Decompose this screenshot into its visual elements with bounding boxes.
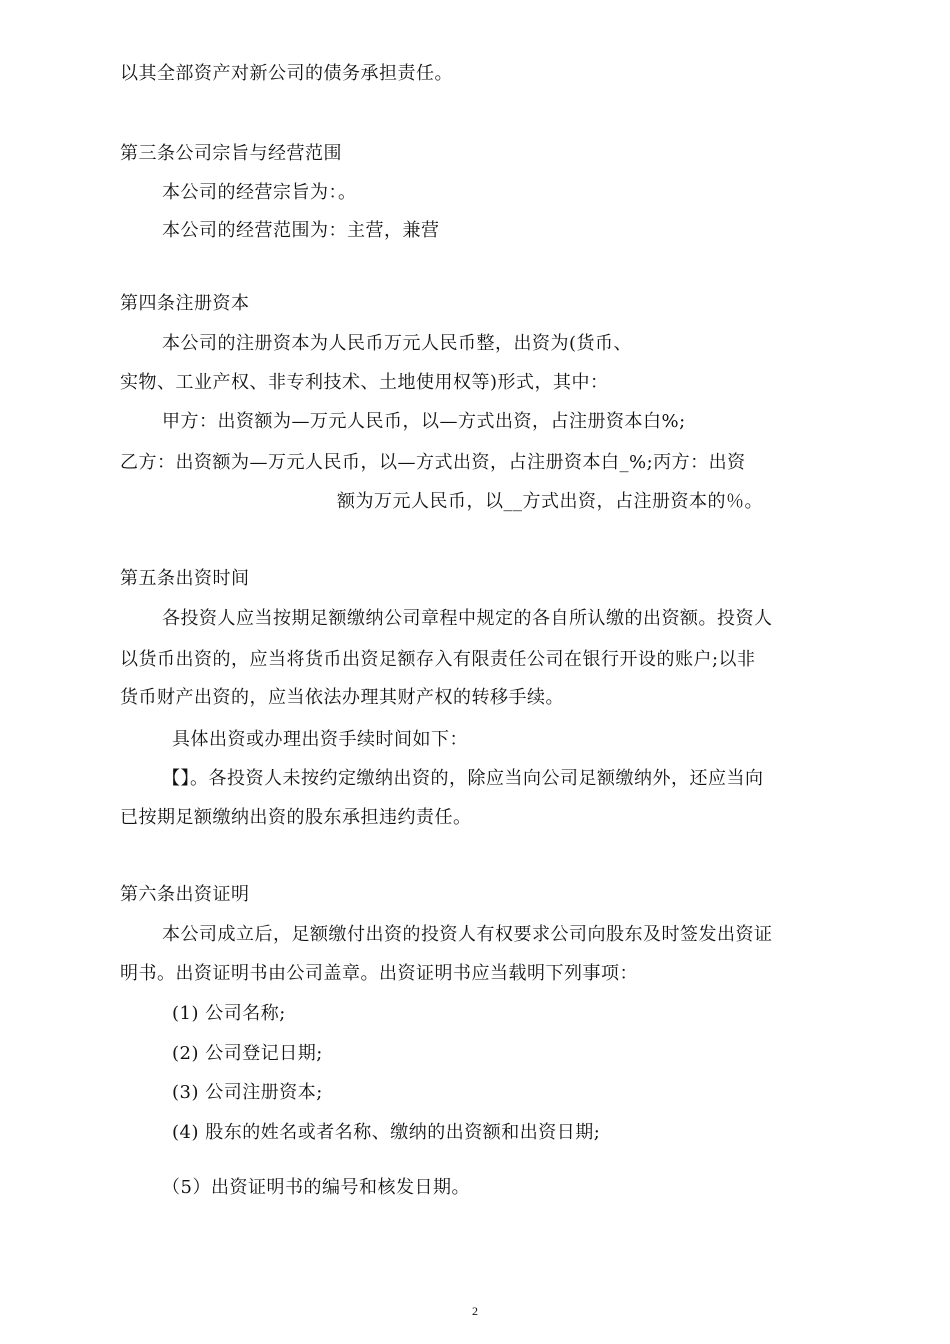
page-number: 2: [472, 1304, 478, 1318]
article5-para1-line3: 货币财产出资的，应当依法办理其财产权的转移手续。: [120, 687, 564, 708]
article6-item-2: (2) 公司登记日期;: [172, 1043, 323, 1064]
article5-para2: 具体出资或办理出资手续时间如下：: [172, 729, 468, 750]
article6-item-5: （5）出资证明书的编号和核发日期。: [162, 1177, 470, 1198]
article5-para3-line1: 【】。各投资人未按约定缴纳出资的，除应当向公司足额缴纳外，还应当向: [162, 768, 764, 789]
article3-purpose: 本公司的经营宗旨为：。: [162, 182, 357, 203]
article6-item-4: (4) 股东的姓名或者名称、缴纳的出资额和出资日期;: [172, 1122, 601, 1143]
article6-item-3: (3) 公司注册资本;: [172, 1082, 323, 1103]
article3-heading: 第三条公司宗旨与经营范围: [120, 143, 342, 164]
article4-party-c: 额为万元人民币，以__方式出资，占注册资本的％。: [337, 491, 763, 512]
article5-para3-line2: 已按期足额缴纳出资的股东承担违约责任。: [120, 807, 472, 828]
article6-heading: 第六条出资证明: [120, 884, 250, 905]
article5-para1-line2: 以货币出资的，应当将货币出资足额存入有限责任公司在银行开设的账户;以非: [120, 649, 756, 670]
article5-heading: 第五条出资时间: [120, 568, 250, 589]
article6-item-1: (1) 公司名称;: [172, 1003, 286, 1024]
article6-para-line2: 明书。出资证明书由公司盖章。出资证明书应当载明下列事项：: [120, 963, 638, 984]
article4-party-b: 乙方：出资额为—万元人民币，以—方式出资，占注册资本白_%;丙方：出资: [120, 452, 746, 473]
article4-party-a: 甲方：出资额为—万元人民币，以—方式出资，占注册资本白%;: [162, 411, 686, 432]
article4-line2: 实物、工业产权、非专利技术、土地使用权等)形式，其中：: [120, 372, 609, 393]
article4-heading: 第四条注册资本: [120, 293, 250, 314]
article4-line1: 本公司的注册资本为人民币万元人民币整，出资为(货币、: [162, 333, 633, 354]
article3-scope: 本公司的经营范围为：主营，兼营: [162, 220, 440, 241]
article6-para-line1: 本公司成立后，足额缴付出资的投资人有权要求公司向股东及时签发出资证: [162, 924, 773, 945]
intro-tail-text: 以其全部资产对新公司的债务承担责任。: [120, 63, 453, 84]
article5-para1-line1: 各投资人应当按期足额缴纳公司章程中规定的各自所认缴的出资额。投资人: [162, 608, 773, 629]
